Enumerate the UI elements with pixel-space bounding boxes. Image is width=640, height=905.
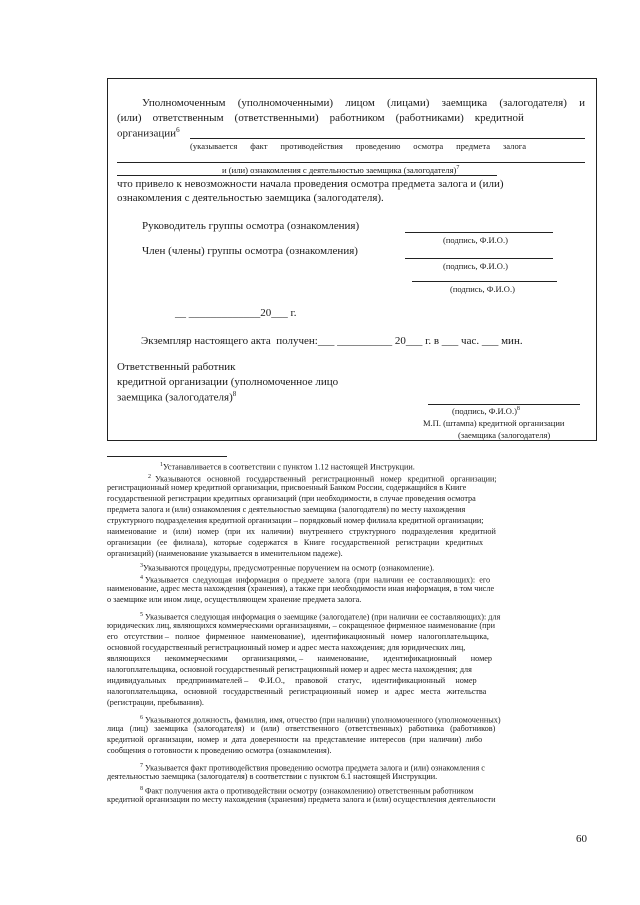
para1-line2: (или) ответственным (ответственными) работником (работниками) кредитной [117,112,524,124]
footnote-separator [107,456,227,457]
page-number: 60 [576,833,587,845]
act-date: __ _____________20___ г. [175,307,297,319]
responsible-line1: Ответственный работник [117,361,236,373]
member-sign-line-1 [405,258,553,259]
result-line1: что привело к невозможности начала проведения осмотра предмета залога и (или) [117,178,504,190]
hint-line-2: и (или) ознакомления с деятельностью заемщика (залогодателя)$^7$ [222,165,460,175]
fill-line-2 [117,162,585,163]
stamp-line2: (заемщика (залогодателя) [458,430,551,440]
hint-line-1: (указывается факт противодействия проведению осмотра предмета залога [190,141,527,151]
para1-line1: Уполномоченным (уполномоченными) лицом (лицами) заемщика (залогодателя) и [142,97,585,109]
para1-line3: организации$^6$ [117,126,180,140]
stamp-line1: М.П. (штампа) кредитной организации [423,418,565,428]
result-line2: ознакомления с деятельностью заемщика (залогодателя). [117,192,384,204]
member-sign-caption-2: (подпись, Ф.И.О.) [450,284,515,294]
member-sign-line-2 [412,281,557,282]
responsible-sign-caption: (подпись, Ф.И.О.)$^8$ [452,406,520,416]
footnote-3: $^3$Указываются процедуры, предусмотренные поручением на осмотр (ознакомление). [140,563,435,573]
responsible-line3: заемщика (залогодателя)$^8$ [117,390,237,404]
fill-line-1 [190,138,585,139]
fill-line-3 [117,175,497,176]
member-label: Член (члены) группы осмотра (ознакомления) [142,245,358,257]
leader-label: Руководитель группы осмотра (ознакомления) [142,220,360,232]
responsible-sign-line [428,404,580,405]
responsible-line2: кредитной организации (уполномоченное лицо [117,376,339,388]
leader-sign-caption: (подпись, Ф.И.О.) [443,235,508,245]
leader-sign-line [405,232,553,233]
copy-received: Экземпляр настоящего акта получен:___ __________ 20___ г. в ___ час. ___ мин. [141,335,523,347]
footnote-1: $^1$Устанавливается в соответствии с пунктом 1.12 настоящей Инструкции. [160,462,415,472]
member-sign-caption-1: (подпись, Ф.И.О.) [443,261,508,271]
